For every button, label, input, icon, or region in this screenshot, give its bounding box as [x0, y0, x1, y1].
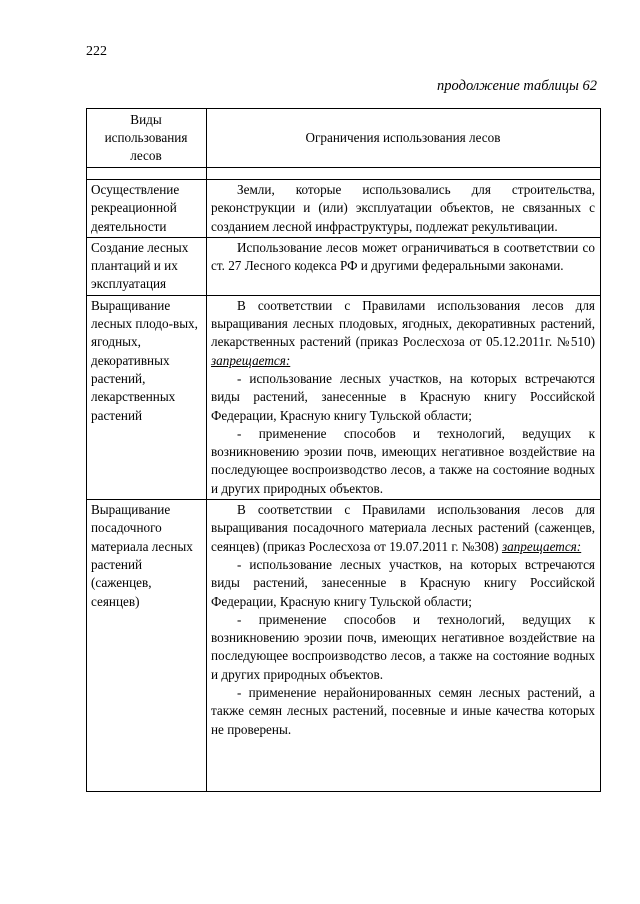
- header-restrictions: Ограничения использования лесов: [207, 109, 601, 168]
- restriction-paragraph: Земли, которые использовались для строительства, реконструкции и (или) эксплуатации объектов, не связанных с созданием лесной инфраструктуры, подлежат рекультивации.: [211, 182, 595, 234]
- header-use-type: Виды использования лесов: [87, 109, 207, 168]
- table-row: [87, 180, 601, 238]
- use-type-cell: Выращивание посадочного материала лесных растений (саженцев, сеянцев): [87, 500, 207, 792]
- restriction-cell: [207, 295, 601, 499]
- use-type-cell: Создание лесных плантаций и их эксплуатация: [87, 237, 207, 295]
- restriction-paragraph: - применение способов и технологий, ведущих к возникновению эрозии почв, имеющих негативное воздействие на последующее воспроизводство лесов, а также на состояние водных и других природных объектов.: [211, 425, 595, 496]
- table-header-row: [87, 109, 601, 168]
- page-number: 222: [86, 44, 107, 59]
- use-type-cell: Осуществление рекреационной деятельности: [87, 180, 207, 238]
- forest-use-restrictions-table: [86, 108, 601, 792]
- table-spacer-row: [87, 168, 601, 180]
- restriction-paragraph: [211, 297, 595, 370]
- table-continuation-label: продолжение таблицы 62: [437, 78, 597, 94]
- restriction-cell: [207, 237, 601, 295]
- prohibited-label: запрещается:: [501, 538, 582, 554]
- restriction-paragraph: [211, 501, 595, 556]
- prohibited-label: запрещается:: [211, 352, 291, 368]
- restriction-paragraph: - использование лесных участков, на которых встречаются виды растений, занесенные в Красную книгу Российской Федерации, Красную книгу Тульской области;: [211, 556, 595, 609]
- restriction-paragraph: Использование лесов может ограничиваться в соответствии со ст. 27 Лесного кодекса РФ и другими федеральными законами.: [211, 239, 595, 274]
- restriction-cell: [207, 180, 601, 238]
- table-row: [87, 237, 601, 295]
- use-type-cell: Выращивание лесных плодо-вых, ягодных, декоративных растений, лекарственных растений: [87, 295, 207, 499]
- table-row: [87, 500, 601, 792]
- restriction-cell: [207, 500, 601, 792]
- table-row: [87, 295, 601, 499]
- paragraph-text: В соответствии с Правилами использования лесов для выращивания посадочного материала лесных растений (саженцев, сеянцев) (приказ Рослесхоза от 19.07.2011 г. №308): [211, 502, 595, 554]
- restriction-paragraph: - использование лесных участков, на которых встречаются виды растений, занесенные в Красную книгу Российской Федерации, Красную книгу Тульской области;: [211, 370, 595, 423]
- restriction-paragraph: - применение способов и технологий, ведущих к возникновению эрозии почв, имеющих негативное воздействие на последующее воспроизводство лесов, а также на состояние водных и других природных объектов.: [211, 611, 595, 682]
- restriction-paragraph: - применение нерайонированных семян лесных растений, а также семян лесных растений, посевные и иные качества которых не проверены.: [211, 685, 595, 737]
- paragraph-text: В соответствии с Правилами использования лесов для выращивания лесных плодовых, ягодных, декоративных растений, лекарственных растений (приказ Рослесхоза от 05.12.2011г. №510): [211, 297, 595, 350]
